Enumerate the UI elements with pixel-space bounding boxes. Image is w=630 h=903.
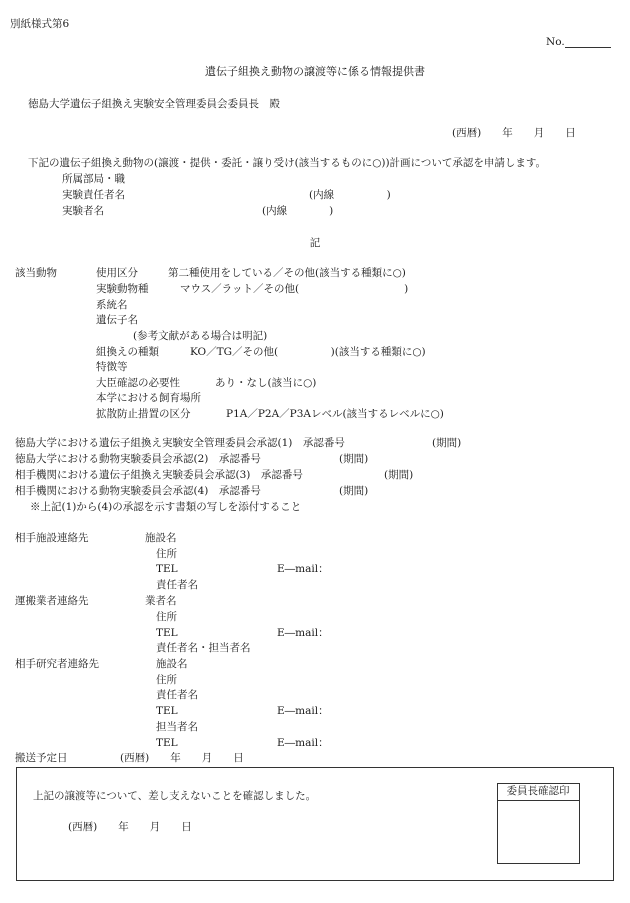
usage-options: 第二種使用をしている／その他(該当する種類に○) [168,267,406,279]
researcher-contact-label: 相手研究者連絡先 [15,658,99,670]
carrier-address-label: 住所 [156,611,177,623]
responsible-label: 実験責任者名 [62,189,125,201]
researcher-facility-label: 施設名 [156,658,188,670]
researcher-tel-1-label: TEL [156,705,178,717]
diffusion-prevention-label: 拡散防止措置の区分 [96,408,191,420]
researcher-person-label: 担当者名 [156,721,198,733]
experimenter-extension: (内線 ) [262,205,334,217]
approval-1-period: (期間) [432,437,462,449]
facility-name-label: 施設名 [145,532,177,544]
species-options: マウス／ラット／その他( ) [180,283,409,295]
seal-box-divider [497,800,580,801]
confirmation-date: (西暦) 年 月 日 [68,821,192,833]
application-statement: 下記の遺伝子組換え動物の(譲渡・提供・委託・譲り受け(該当するものに○))計画について承認を申請します。 [28,157,546,169]
animal-section-label: 該当動物 [15,267,57,279]
researcher-email-1-label: E―mail： [277,705,329,717]
gene-note: (参考文献がある場合は明記) [133,330,268,342]
responsible-extension: (内線 ) [309,189,391,201]
minister-confirmation-options: あり・なし(該当に○) [215,377,317,389]
submission-date: (西暦) 年 月 日 [452,127,576,139]
researcher-responsible-label: 責任者名 [156,689,198,701]
approval-3-label: 相手機関における遺伝子組換え実験委員会承認(3) 承認番号 [15,469,303,481]
shipping-date-value: (西暦) 年 月 日 [120,752,244,764]
carrier-contact-label: 運搬業者連絡先 [15,595,89,607]
diffusion-prevention-options: P1A／P2A／P3Aレベル(該当するレベルに○) [226,408,444,420]
carrier-tel-label: TEL [156,627,178,639]
researcher-address-label: 住所 [156,674,177,686]
approval-4-label: 相手機関における動物実験委員会承認(4) 承認番号 [15,485,261,497]
facility-person-label: 責任者名 [156,579,198,591]
carrier-email-label: E―mail： [277,627,329,639]
approvals-note: ※上記(1)から(4)の承認を示す書類の写しを添付すること [30,501,302,513]
addressee: 徳島大学遺伝子組換え実験安全管理委員会委員長 殿 [28,98,280,110]
researcher-tel-2-label: TEL [156,737,178,749]
form-code: 別紙様式第6 [10,18,70,30]
approval-4-period: (期間) [339,485,369,497]
researcher-email-2-label: E―mail： [277,737,329,749]
document-title: 遺伝子組換え動物の譲渡等に係る情報提供書 [205,65,425,78]
department-label: 所属部局・職 [62,173,125,185]
experimenter-label: 実験者名 [62,205,104,217]
carrier-person-label: 責任者名・担当者名 [156,642,251,654]
ki-heading: 記 [309,237,321,249]
usage-label: 使用区分 [96,267,138,279]
recombination-type-label: 組換えの種類 [96,346,159,358]
facility-address-label: 住所 [156,548,177,560]
approval-1-label: 徳島大学における遺伝子組換え実験安全管理委員会承認(1) 承認番号 [15,437,345,449]
document-number-label: No. [546,36,565,48]
confirmation-text: 上記の譲渡等について、差し支えないことを確認しました。 [33,790,317,802]
facility-email-label: E―mail： [277,563,329,575]
facility-contact-label: 相手施設連絡先 [15,532,89,544]
approval-2-label: 徳島大学における動物実験委員会承認(2) 承認番号 [15,453,261,465]
gene-label: 遺伝子名 [96,314,138,326]
carrier-name-label: 業者名 [145,595,177,607]
chair-seal-label: 委員長確認印 [506,785,570,797]
rearing-location-label: 本学における飼育場所 [96,392,201,404]
shipping-date-label: 搬送予定日 [15,752,68,764]
approval-2-period: (期間) [339,453,369,465]
facility-tel-label: TEL [156,563,178,575]
document-number-field[interactable] [565,47,611,48]
species-label: 実験動物種 [96,283,149,295]
approval-3-period: (期間) [384,469,414,481]
features-label: 特徴等 [96,361,128,373]
recombination-type-options: KO／TG／その他( )(該当する種類に○) [190,346,426,358]
minister-confirmation-label: 大臣確認の必要性 [96,377,180,389]
strain-label: 系統名 [96,299,128,311]
